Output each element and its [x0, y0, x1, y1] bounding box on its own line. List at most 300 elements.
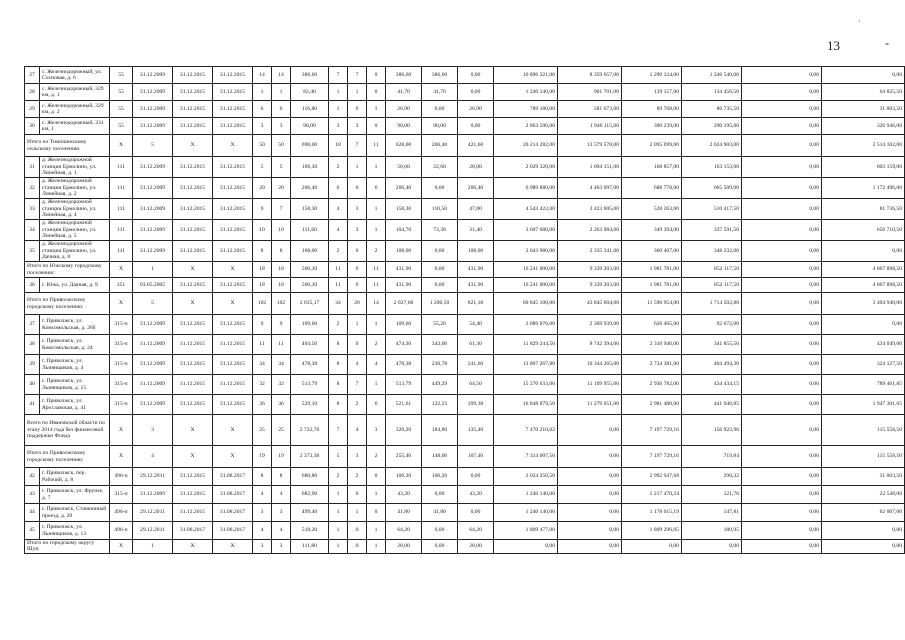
table-cell: 7 197 729,16 — [622, 446, 682, 468]
table-cell: 31 003,50 — [822, 468, 905, 486]
table-cell: 2 — [329, 157, 348, 178]
table-cell: 39 — [25, 355, 40, 375]
table-cell: 11 — [367, 135, 386, 157]
table-cell: X — [110, 540, 133, 554]
table-cell: 0,00 — [558, 415, 622, 446]
table-row — [25, 241, 905, 262]
table-cell: 3 089 076,00 — [494, 315, 558, 335]
table-cell: 0 — [367, 504, 386, 522]
table-cell: 90,00 — [386, 118, 422, 135]
table-cell: 3 — [348, 446, 367, 468]
table-cell: 852 117,50 — [682, 262, 742, 278]
table-cell: 3 — [272, 118, 291, 135]
table-cell: 31.12.2015 — [213, 375, 253, 395]
table-cell: 0 — [348, 101, 367, 118]
table-row — [25, 355, 905, 375]
table-cell: 496-п — [110, 468, 133, 486]
table-cell: 0,00 — [422, 278, 458, 293]
table-cell: 40 — [25, 375, 40, 395]
table-cell: 421,60 — [458, 135, 494, 157]
address-cell: с. Железнодорожный, 329 км, д. 1 — [40, 84, 110, 101]
table-cell: 37 — [25, 315, 40, 335]
table-cell: 2 981 480,00 — [622, 395, 682, 415]
table-row — [25, 101, 905, 118]
table-cell: 32 — [253, 375, 272, 395]
table-cell: 43 845 604,00 — [558, 293, 622, 315]
table-cell: 3 — [348, 118, 367, 135]
table-cell: 478,38 — [291, 355, 329, 375]
table-cell: 628,00 — [386, 135, 422, 157]
table-cell: 03.05.2005 — [133, 278, 173, 293]
table-cell: 31.12.2009 — [133, 118, 173, 135]
table-cell: 5 — [133, 135, 173, 157]
table-cell: 115 558,50 — [822, 415, 905, 446]
table-cell: 9 — [253, 199, 272, 220]
table-cell: 431,90 — [386, 278, 422, 293]
table-cell: 2 734 381,00 — [622, 355, 682, 375]
table-cell: 31.12.2015 — [213, 101, 253, 118]
table-cell: 1 172 496,00 — [822, 178, 905, 199]
table-cell: 315-п — [110, 335, 133, 355]
table-cell: 665 509,00 — [682, 178, 742, 199]
table-cell: 11 — [367, 278, 386, 293]
table-cell: 163 153,00 — [682, 157, 742, 178]
table-row — [25, 375, 905, 395]
table-cell: 2 — [367, 335, 386, 355]
table-cell: 1 — [367, 315, 386, 335]
table-cell: 0 — [367, 118, 386, 135]
table-cell: 404,50 — [291, 335, 329, 355]
table-cell: 107,40 — [458, 446, 494, 468]
table-cell: 31.12.2009 — [133, 486, 173, 504]
total-row — [25, 415, 905, 446]
table-cell: 1 — [348, 157, 367, 178]
table-cell: 62 007,00 — [822, 504, 905, 522]
table-cell: 26,90 — [458, 101, 494, 118]
table-cell: 1 — [367, 199, 386, 220]
table-cell: X — [213, 293, 253, 315]
table-cell: 19 — [272, 446, 291, 468]
table-cell: 4 067 898,50 — [822, 262, 905, 278]
table-cell: 5 — [133, 293, 173, 315]
table-cell: 43 — [25, 486, 40, 504]
table-cell: 0,00 — [742, 278, 822, 293]
table-cell: 104,70 — [386, 220, 422, 241]
table-cell: 60 845 100,80 — [494, 293, 558, 315]
table-cell: 31.12.2009 — [133, 355, 173, 375]
table-row — [25, 522, 905, 540]
table-cell: 109,60 — [386, 315, 422, 335]
table-cell: 2 — [367, 241, 386, 262]
table-cell: X — [213, 135, 253, 157]
table-cell: 2 029 320,00 — [494, 157, 558, 178]
table-cell: 206,40 — [386, 178, 422, 199]
table-cell: 0,00 — [422, 522, 458, 540]
table-cell: 7 — [329, 415, 348, 446]
table-cell: 0,00 — [742, 468, 822, 486]
table-cell: 528 263,00 — [622, 199, 682, 220]
table-cell: 0,00 — [742, 375, 822, 395]
table-cell: 64,20 — [386, 522, 422, 540]
table-cell: 1 947 301,65 — [822, 395, 905, 415]
table-cell: 28,00 — [458, 540, 494, 554]
table-cell: 64,20 — [458, 522, 494, 540]
table-cell: 206,40 — [458, 178, 494, 199]
table-cell: 0,00 — [742, 522, 822, 540]
table-cell: 18 — [272, 262, 291, 278]
table-cell: 0,00 — [742, 262, 822, 278]
table-row — [25, 118, 905, 135]
table-cell: 1 — [329, 101, 348, 118]
table-cell: 0,00 — [822, 67, 905, 84]
table-cell: 89 768,00 — [622, 101, 682, 118]
table-cell: 50 — [253, 135, 272, 157]
table-cell: 43,20 — [386, 486, 422, 504]
table-cell: 73,30 — [422, 220, 458, 241]
table-cell: X — [110, 262, 133, 278]
table-cell: X — [213, 415, 253, 446]
table-cell: 25 — [272, 415, 291, 446]
table-cell: 111 — [110, 241, 133, 262]
table-cell: 4 067 898,50 — [822, 278, 905, 293]
total-row — [25, 293, 905, 315]
table-cell: 0 — [348, 486, 367, 504]
table-cell: 241,60 — [458, 355, 494, 375]
table-cell: 3 — [329, 118, 348, 135]
table-cell: 81 736,50 — [822, 199, 905, 220]
table-cell: 28,00 — [458, 157, 494, 178]
table-cell: 28,00 — [386, 540, 422, 554]
table-cell: 1 178 015,19 — [622, 504, 682, 522]
table-cell: 513,79 — [291, 375, 329, 395]
address-cell: д. Железнодорожной станции Ермолино, ул. Линейная, д. 4 — [40, 199, 110, 220]
table-cell: 111 — [110, 157, 133, 178]
table-cell: 0,00 — [742, 486, 822, 504]
table-row — [25, 67, 905, 84]
table-cell: 11 — [367, 262, 386, 278]
table-cell: 0 — [348, 262, 367, 278]
table-cell: 6 — [272, 101, 291, 118]
table-cell: 41,80 — [422, 504, 458, 522]
table-cell: 6 — [253, 101, 272, 118]
table-cell: 3 494 940,00 — [822, 293, 905, 315]
table-cell: 31.08.2017 — [213, 504, 253, 522]
table-cell: 6 — [348, 335, 367, 355]
table-cell: 386,60 — [291, 67, 329, 84]
table-cell: 206,40 — [291, 178, 329, 199]
table-cell: 158,30 — [291, 199, 329, 220]
table-cell: X — [110, 293, 133, 315]
table-cell: 0 — [348, 178, 367, 199]
table-cell: 31.12.2009 — [133, 157, 173, 178]
table-cell: 0,00 — [558, 446, 622, 468]
table-cell: 11 — [329, 278, 348, 293]
table-cell: 513,79 — [386, 375, 422, 395]
table-cell: 1 — [329, 522, 348, 540]
table-cell: 1 — [329, 84, 348, 101]
table-cell: 28 — [25, 84, 40, 101]
table-cell: 102 — [272, 293, 291, 315]
table-cell: 38 — [25, 335, 40, 355]
table-cell: 3 — [348, 199, 367, 220]
table-cell: 7 — [348, 375, 367, 395]
table-cell: X — [213, 540, 253, 554]
table-cell: 4 — [329, 220, 348, 241]
table-cell: 6 — [367, 395, 386, 415]
table-cell: 31.12.2015 — [173, 220, 213, 241]
table-cell: 315-п — [110, 486, 133, 504]
table-row — [25, 315, 905, 335]
table-cell: 349 394,00 — [622, 220, 682, 241]
table-cell: 31.12.2009 — [133, 101, 173, 118]
table-cell: 31.12.2015 — [173, 335, 213, 355]
table-cell: 0,00 — [422, 540, 458, 554]
table-cell: 8 — [329, 355, 348, 375]
table-cell: 1 981 781,00 — [622, 278, 682, 293]
table-cell: 115 558,50 — [822, 446, 905, 468]
table-cell: 0,00 — [622, 540, 682, 554]
table-cell: 36 — [272, 395, 291, 415]
table-cell: 1 094 151,00 — [558, 157, 622, 178]
table-cell: 111,80 — [291, 540, 329, 554]
table-cell: 449,29 — [422, 375, 458, 395]
table-cell: 0,00 — [742, 415, 822, 446]
table-cell: 0,00 — [742, 355, 822, 375]
table-cell: 0,00 — [742, 293, 822, 315]
table-cell: 54,40 — [458, 315, 494, 335]
table-row — [25, 504, 905, 522]
address-cell: д. Железнодорожной станции Ермолино, ул. Дачная, д. 8 — [40, 241, 110, 262]
table-cell: 156 922,96 — [682, 415, 742, 446]
table-cell: 64 825,50 — [822, 84, 905, 101]
table-cell: 0 — [367, 468, 386, 486]
table-cell: 31.12.2015 — [213, 118, 253, 135]
table-cell: 680,80 — [291, 468, 329, 486]
table-cell: 1 — [367, 522, 386, 540]
table-cell: 31.12.2015 — [173, 486, 213, 504]
address-cell: г. Приволжск, ул. Комсомольская, д. 26б — [40, 315, 110, 335]
table-cell: 31.12.2015 — [213, 178, 253, 199]
table-cell: X — [173, 135, 213, 157]
table-cell: 0,00 — [558, 504, 622, 522]
table-cell: 9 339 203,00 — [558, 278, 622, 293]
address-cell: д. Железнодорожной станции Ермолино, ул. Линейная, д. 2 — [40, 178, 110, 199]
table-cell: 7 — [272, 199, 291, 220]
table-cell: 3 — [253, 540, 272, 554]
table-cell: 31.12.2015 — [173, 395, 213, 415]
table-cell: 29.12.2011 — [133, 468, 173, 486]
table-cell: 8 — [253, 468, 272, 486]
table-cell: 14 — [367, 293, 386, 315]
table-cell: 0,00 — [822, 540, 905, 554]
table-cell: 45 — [25, 522, 40, 540]
table-cell: 7 470 210,62 — [494, 415, 558, 446]
table-cell: 626 465,00 — [622, 315, 682, 335]
table-cell: 1 — [272, 84, 291, 101]
table-cell: 2 — [329, 315, 348, 335]
table-cell: X — [213, 262, 253, 278]
table-cell: 29 — [25, 101, 40, 118]
table-cell: 31.12.2015 — [173, 375, 213, 395]
table-cell: 4 — [133, 446, 173, 468]
address-cell: г. Приволжск, ул. Льнянщиков, д. 13 — [40, 522, 110, 540]
table-cell: 31.12.2015 — [213, 315, 253, 335]
table-cell: 50 — [272, 135, 291, 157]
table-row — [25, 84, 905, 101]
table-cell: 0,00 — [742, 101, 822, 118]
table-cell: 360 407,00 — [622, 241, 682, 262]
table-cell: 86 735,50 — [682, 101, 742, 118]
table-cell: 82,40 — [291, 84, 329, 101]
table-cell: 8 359 657,00 — [558, 67, 622, 84]
table-cell: 20 — [348, 293, 367, 315]
table-cell: 147,81 — [682, 504, 742, 522]
table-cell: 0,00 — [558, 486, 622, 504]
table-cell: 31.12.2015 — [213, 278, 253, 293]
total-row — [25, 135, 905, 157]
table-cell: 510 417,50 — [682, 199, 742, 220]
table-cell: X — [173, 540, 213, 554]
table-cell: 158,30 — [386, 199, 422, 220]
corner-tick: · — [858, 16, 861, 26]
total-row — [25, 540, 905, 554]
table-cell: 7 — [348, 67, 367, 84]
table-cell: 31.08.2017 — [173, 522, 213, 540]
table-cell: 6 989 880,00 — [494, 178, 558, 199]
table-cell: 500,30 — [291, 262, 329, 278]
table-cell: 18 — [253, 262, 272, 278]
table-cell: 184,80 — [422, 415, 458, 446]
table-cell: 4 — [272, 522, 291, 540]
table-cell: 1 206,50 — [422, 293, 458, 315]
table-cell: 32 — [272, 375, 291, 395]
table-cell: 55 — [110, 67, 133, 84]
table-cell: 16 241 000,00 — [494, 278, 558, 293]
table-cell: 122,23 — [422, 395, 458, 415]
table-row — [25, 335, 905, 355]
table-cell: 31.12.2009 — [133, 178, 173, 199]
table-cell: 789 461,85 — [822, 375, 905, 395]
table-cell: 18 — [272, 278, 291, 293]
table-cell: 31.12.2009 — [133, 241, 173, 262]
table-cell: 26,90 — [386, 101, 422, 118]
table-cell: 1 290 124,00 — [622, 67, 682, 84]
table-cell: 6 — [329, 178, 348, 199]
address-cell: с. Железнодорожный, 329 км, д. 2 — [40, 101, 110, 118]
table-cell: 290 195,00 — [682, 118, 742, 135]
table-cell: 42 — [25, 468, 40, 486]
table-cell: 0,00 — [822, 241, 905, 262]
table-cell: 31.12.2015 — [173, 241, 213, 262]
table-cell: 31.12.2015 — [173, 84, 213, 101]
table-cell: 32 — [25, 178, 40, 199]
table-cell: 0,00 — [742, 199, 822, 220]
table-cell: 1 714 502,80 — [682, 293, 742, 315]
table-cell: 31.12.2015 — [173, 199, 213, 220]
table-cell: 148,00 — [422, 446, 458, 468]
table-cell: 0,00 — [742, 504, 822, 522]
table-cell: 11 — [272, 335, 291, 355]
table-cell: 44 — [25, 504, 40, 522]
table-cell: 0,00 — [458, 84, 494, 101]
table-row — [25, 220, 905, 241]
table-cell: 2 — [329, 241, 348, 262]
table-cell: 441 046,85 — [682, 395, 742, 415]
address-cell: г. Приволжск, ул. Фрунзе, д. 7 — [40, 486, 110, 504]
table-cell: 7 — [329, 67, 348, 84]
table-cell: 1 — [133, 262, 173, 278]
table-cell: 4 — [348, 355, 367, 375]
table-cell: 106,20 — [422, 468, 458, 486]
table-cell: 315-п — [110, 395, 133, 415]
table-row — [25, 178, 905, 199]
table-cell: 20 — [272, 178, 291, 199]
table-cell: 29.12.2011 — [133, 522, 173, 540]
table-cell: 31.12.2009 — [133, 395, 173, 415]
table-cell: 0 — [367, 84, 386, 101]
table-cell: 0,00 — [742, 84, 822, 101]
table-cell: 2 027,68 — [386, 293, 422, 315]
table-cell: 6 — [367, 178, 386, 199]
table-cell: 4 — [253, 522, 272, 540]
table-cell: 18 — [253, 278, 272, 293]
table-cell: 1 217 470,24 — [622, 486, 682, 504]
table-cell: 1 240 140,00 — [494, 486, 558, 504]
total-label: Итого по Приволжскому городскому поселению: — [25, 293, 110, 315]
table-cell: 9 339 203,00 — [558, 262, 622, 278]
table-cell: 19 — [253, 446, 272, 468]
table-cell: 300 239,00 — [622, 118, 682, 135]
table-cell: 1 — [329, 504, 348, 522]
table-cell: 1 240 140,00 — [494, 84, 558, 101]
table-cell: 116,80 — [291, 101, 329, 118]
table-cell: 11 109 955,00 — [558, 375, 622, 395]
table-cell: 5 — [272, 157, 291, 178]
table-cell: 34 — [272, 355, 291, 375]
table-cell: 31.12.2015 — [213, 84, 253, 101]
table-cell: 7 197 729,16 — [622, 415, 682, 446]
table-cell: 2 024 903,00 — [682, 135, 742, 157]
total-label: Итого по городскому округу Шуя: — [25, 540, 110, 554]
table-cell: 168 857,00 — [622, 157, 682, 178]
table-cell: 14 — [253, 67, 272, 84]
table-cell: X — [110, 135, 133, 157]
table-cell: 36 — [253, 395, 272, 415]
table-cell: 0,00 — [458, 504, 494, 522]
table-cell: 1 240 140,00 — [494, 504, 558, 522]
table-cell: 31.08.2017 — [213, 522, 253, 540]
table-cell: 31.12.2009 — [133, 315, 173, 335]
table-cell: 2 936 782,00 — [622, 375, 682, 395]
table-cell: 15 270 633,00 — [494, 375, 558, 395]
table-cell: 0,00 — [742, 118, 822, 135]
table-cell: 31.12.2009 — [133, 375, 173, 395]
table-row — [25, 486, 905, 504]
table-cell: 92 672,00 — [682, 315, 742, 335]
table-cell: 108,00 — [458, 241, 494, 262]
table-cell: 901 701,00 — [558, 84, 622, 101]
table-cell: 478,38 — [386, 355, 422, 375]
table-cell: 0 — [348, 278, 367, 293]
table-cell: 31.12.2015 — [173, 157, 213, 178]
table-cell: 90,00 — [291, 118, 329, 135]
table-cell: 0,00 — [558, 522, 622, 540]
table-cell: 2 310 946,00 — [622, 335, 682, 355]
table-cell: 18 — [329, 135, 348, 157]
address-cell: с. Железнодорожный, ул. Сосновая, д. 6 — [40, 67, 110, 84]
table-cell: 1 — [133, 540, 173, 554]
table-cell: 0 — [348, 540, 367, 554]
